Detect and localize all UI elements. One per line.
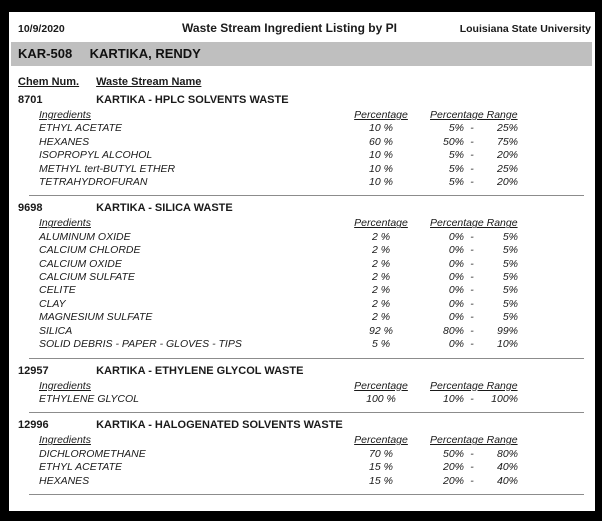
range-max: 75% bbox=[496, 135, 518, 148]
range-min: 20% bbox=[442, 461, 464, 474]
range-dash-icon: - bbox=[470, 474, 474, 487]
close-button-fragment[interactable] bbox=[576, 0, 602, 12]
report-header bbox=[9, 12, 595, 35]
waste-stream-chem-num: 12957 bbox=[18, 364, 49, 377]
ingredient-percentage-range bbox=[430, 393, 527, 406]
ingredient-percentage-range bbox=[430, 461, 527, 474]
pi-name: KARTIKA, RENDY bbox=[89, 46, 201, 61]
range-min: 5% bbox=[448, 122, 464, 135]
ingredient-name: METHYL tert-BUTYL ETHER bbox=[39, 162, 176, 175]
ingredient-row bbox=[18, 231, 595, 244]
ingredient-row bbox=[18, 244, 595, 257]
range-dash-icon: - bbox=[470, 271, 474, 284]
range-min: 0% bbox=[448, 297, 464, 310]
ingredient-name: CALCIUM CHLORDE bbox=[39, 244, 141, 257]
ingredient-name: CALCIUM OXIDE bbox=[39, 257, 122, 270]
ingredient-percentage-range bbox=[430, 325, 527, 338]
ingredient-row bbox=[18, 298, 595, 311]
ingredient-percentage: 15 % bbox=[369, 461, 393, 474]
range-dash-icon: - bbox=[470, 447, 474, 460]
waste-stream-chem-num: 9698 bbox=[18, 202, 43, 215]
ingredient-percentage: 10 % bbox=[369, 176, 393, 189]
range-min: 10% bbox=[442, 392, 464, 405]
ingredient-name: TETRAHYDROFURAN bbox=[39, 176, 148, 189]
range-dash-icon: - bbox=[470, 461, 474, 474]
ingredients-column-header: Ingredients bbox=[39, 109, 91, 121]
range-min: 50% bbox=[442, 447, 464, 460]
range-dash-icon: - bbox=[470, 284, 474, 297]
pi-header-bar bbox=[11, 42, 592, 66]
range-dash-icon: - bbox=[470, 162, 474, 175]
ingredients-column-header: Ingredients bbox=[39, 217, 91, 230]
ingredient-row bbox=[18, 163, 595, 176]
percentage-column-header: Percentage bbox=[354, 379, 408, 392]
ingredient-percentage: 2 % bbox=[371, 271, 391, 284]
ingredient-percentage: 2 % bbox=[371, 244, 391, 257]
ingredient-percentage: 5 % bbox=[371, 338, 391, 351]
range-dash-icon: - bbox=[470, 324, 474, 337]
ingredient-rows bbox=[18, 393, 595, 406]
range-dash-icon: - bbox=[470, 257, 474, 270]
waste-stream-name: KARTIKA - ETHYLENE GLYCOL WASTE bbox=[96, 364, 304, 377]
ingredient-row bbox=[18, 284, 595, 297]
range-max: 10% bbox=[496, 338, 518, 351]
waste-stream-section bbox=[18, 202, 595, 358]
ingredient-percentage-range bbox=[430, 231, 527, 244]
range-dash-icon: - bbox=[470, 392, 474, 405]
ingredient-percentage: 2 % bbox=[371, 284, 391, 297]
waste-stream-title-row bbox=[18, 419, 595, 431]
ingredient-name: HEXANES bbox=[39, 474, 90, 487]
range-max: 5% bbox=[502, 257, 518, 270]
ingredient-percentage-range bbox=[430, 298, 527, 311]
range-dash-icon: - bbox=[470, 176, 474, 189]
range-dash-icon: - bbox=[470, 244, 474, 257]
ingredient-percentage-range bbox=[430, 284, 527, 297]
ingredient-table-header bbox=[18, 109, 595, 122]
range-min: 0% bbox=[448, 284, 464, 297]
ingredient-row bbox=[18, 448, 595, 461]
range-min: 0% bbox=[448, 257, 464, 270]
percentage-range-column-header: Percentage Range bbox=[430, 434, 518, 447]
waste-stream-sections bbox=[18, 94, 595, 495]
ingredient-percentage: 10 % bbox=[369, 162, 393, 175]
range-min: 0% bbox=[448, 271, 464, 284]
range-dash-icon: - bbox=[470, 311, 474, 324]
waste-stream-title-row bbox=[18, 202, 595, 214]
ingredient-row bbox=[18, 338, 595, 351]
ingredient-rows bbox=[18, 448, 595, 488]
ingredient-row bbox=[18, 461, 595, 474]
ingredients-column-header: Ingredients bbox=[39, 434, 91, 447]
ingredients-column-header: Ingredients bbox=[39, 379, 91, 392]
ingredient-name: CALCIUM SULFATE bbox=[39, 271, 135, 284]
ingredient-row bbox=[18, 311, 595, 324]
ingredient-percentage-range bbox=[430, 122, 527, 135]
waste-stream-title-row bbox=[18, 365, 595, 377]
waste-stream-section bbox=[18, 365, 595, 414]
ingredient-percentage: 2 % bbox=[371, 230, 391, 243]
range-min: 0% bbox=[448, 311, 464, 324]
ingredient-percentage-range bbox=[430, 136, 527, 149]
ingredient-percentage: 92 % bbox=[369, 324, 393, 337]
percentage-range-column-header: Percentage Range bbox=[430, 217, 518, 230]
ingredient-percentage: 10 % bbox=[369, 149, 393, 162]
section-divider bbox=[29, 358, 584, 359]
waste-stream-name: KARTIKA - HPLC SOLVENTS WASTE bbox=[96, 94, 289, 106]
range-min: 0% bbox=[448, 338, 464, 351]
range-max: 40% bbox=[496, 474, 518, 487]
report-title: Waste Stream Ingredient Listing by PI bbox=[182, 21, 397, 35]
percentage-column-header: Percentage bbox=[354, 217, 408, 230]
range-dash-icon: - bbox=[470, 297, 474, 310]
ingredient-name: CELITE bbox=[39, 284, 76, 297]
range-min: 0% bbox=[448, 244, 464, 257]
range-dash-icon: - bbox=[470, 135, 474, 148]
ingredient-name: SILICA bbox=[39, 324, 73, 337]
range-dash-icon: - bbox=[470, 230, 474, 243]
range-max: 5% bbox=[502, 271, 518, 284]
section-divider bbox=[29, 195, 584, 196]
percentage-range-column-header: Percentage Range bbox=[430, 109, 518, 121]
range-min: 5% bbox=[448, 162, 464, 175]
ingredient-name: MAGNESIUM SULFATE bbox=[39, 311, 153, 324]
ingredient-percentage-range bbox=[430, 258, 527, 271]
waste-stream-name: KARTIKA - SILICA WASTE bbox=[96, 202, 233, 215]
ingredient-table-header bbox=[18, 380, 595, 393]
section-divider bbox=[29, 494, 584, 495]
ingredient-name: HEXANES bbox=[39, 135, 90, 148]
range-max: 5% bbox=[502, 311, 518, 324]
range-max: 25% bbox=[496, 122, 518, 135]
ingredient-row bbox=[18, 136, 595, 149]
ingredient-name: ALUMINUM OXIDE bbox=[39, 230, 131, 243]
ingredient-percentage-range bbox=[430, 176, 527, 189]
chem-num-column-header: Chem Num. bbox=[18, 76, 80, 88]
ingredient-rows bbox=[18, 122, 595, 189]
range-dash-icon: - bbox=[470, 149, 474, 162]
waste-stream-chem-num: 12996 bbox=[18, 419, 49, 432]
range-min: 5% bbox=[448, 149, 464, 162]
range-max: 5% bbox=[502, 230, 518, 243]
range-max: 99% bbox=[496, 324, 518, 337]
range-max: 5% bbox=[502, 297, 518, 310]
ingredient-row bbox=[18, 475, 595, 488]
range-min: 5% bbox=[448, 176, 464, 189]
institution-name: Louisiana State University bbox=[459, 23, 591, 35]
waste-stream-title-row bbox=[18, 94, 595, 106]
range-min: 50% bbox=[442, 135, 464, 148]
report-body bbox=[9, 76, 595, 495]
ingredient-percentage: 70 % bbox=[369, 447, 393, 460]
ingredient-percentage-range bbox=[430, 149, 527, 162]
range-dash-icon: - bbox=[470, 122, 474, 135]
waste-stream-chem-num: 8701 bbox=[18, 94, 43, 106]
ingredient-name: DICHLOROMETHANE bbox=[39, 447, 146, 460]
ingredient-row bbox=[18, 258, 595, 271]
ingredient-percentage-range bbox=[430, 271, 527, 284]
ingredient-percentage: 60 % bbox=[369, 135, 393, 148]
ingredient-row bbox=[18, 271, 595, 284]
section-divider bbox=[29, 412, 584, 413]
range-max: 20% bbox=[496, 176, 518, 189]
pi-code: KAR-508 bbox=[18, 46, 73, 61]
ingredient-row bbox=[18, 325, 595, 338]
range-min: 0% bbox=[448, 230, 464, 243]
range-max: 5% bbox=[502, 244, 518, 257]
ingredient-name: SOLID DEBRIS - PAPER - GLOVES - TIPS bbox=[39, 338, 242, 351]
ingredient-name: ISOPROPYL ALCOHOL bbox=[39, 149, 153, 162]
ingredient-table-header bbox=[18, 217, 595, 230]
range-max: 25% bbox=[496, 162, 518, 175]
range-max: 100% bbox=[491, 392, 518, 405]
ingredient-percentage-range bbox=[430, 311, 527, 324]
ingredient-percentage-range bbox=[430, 163, 527, 176]
column-headers bbox=[18, 76, 595, 88]
range-max: 80% bbox=[496, 447, 518, 460]
waste-stream-name-column-header: Waste Stream Name bbox=[96, 76, 202, 88]
ingredient-percentage-range bbox=[430, 475, 527, 488]
waste-stream-section bbox=[18, 419, 595, 495]
ingredient-percentage: 2 % bbox=[371, 311, 391, 324]
ingredient-name: CLAY bbox=[39, 297, 66, 310]
ingredient-percentage-range bbox=[430, 244, 527, 257]
percentage-column-header: Percentage bbox=[354, 109, 408, 121]
ingredient-percentage-range bbox=[430, 448, 527, 461]
ingredient-percentage: 10 % bbox=[369, 122, 393, 135]
ingredient-percentage: 2 % bbox=[371, 257, 391, 270]
ingredient-percentage: 100 % bbox=[366, 392, 396, 405]
ingredient-percentage: 15 % bbox=[369, 474, 393, 487]
range-max: 20% bbox=[496, 149, 518, 162]
ingredient-percentage-range bbox=[430, 338, 527, 351]
percentage-range-column-header: Percentage Range bbox=[430, 379, 518, 392]
range-dash-icon: - bbox=[470, 338, 474, 351]
ingredient-name: ETHYL ACETATE bbox=[39, 461, 123, 474]
ingredient-row bbox=[18, 393, 595, 406]
ingredient-row bbox=[18, 149, 595, 162]
ingredient-row bbox=[18, 176, 595, 189]
ingredient-rows bbox=[18, 231, 595, 352]
waste-stream-section bbox=[18, 94, 595, 196]
range-min: 20% bbox=[442, 474, 464, 487]
report-date: 10/9/2020 bbox=[18, 23, 65, 35]
range-max: 40% bbox=[496, 461, 518, 474]
ingredient-table-header bbox=[18, 434, 595, 447]
ingredient-row bbox=[18, 122, 595, 135]
ingredient-percentage: 2 % bbox=[371, 297, 391, 310]
waste-stream-name: KARTIKA - HALOGENATED SOLVENTS WASTE bbox=[96, 419, 343, 432]
percentage-column-header: Percentage bbox=[354, 434, 408, 447]
ingredient-name: ETHYLENE GLYCOL bbox=[39, 392, 139, 405]
range-max: 5% bbox=[502, 284, 518, 297]
ingredient-name: ETHYL ACETATE bbox=[39, 122, 123, 135]
range-min: 80% bbox=[442, 324, 464, 337]
